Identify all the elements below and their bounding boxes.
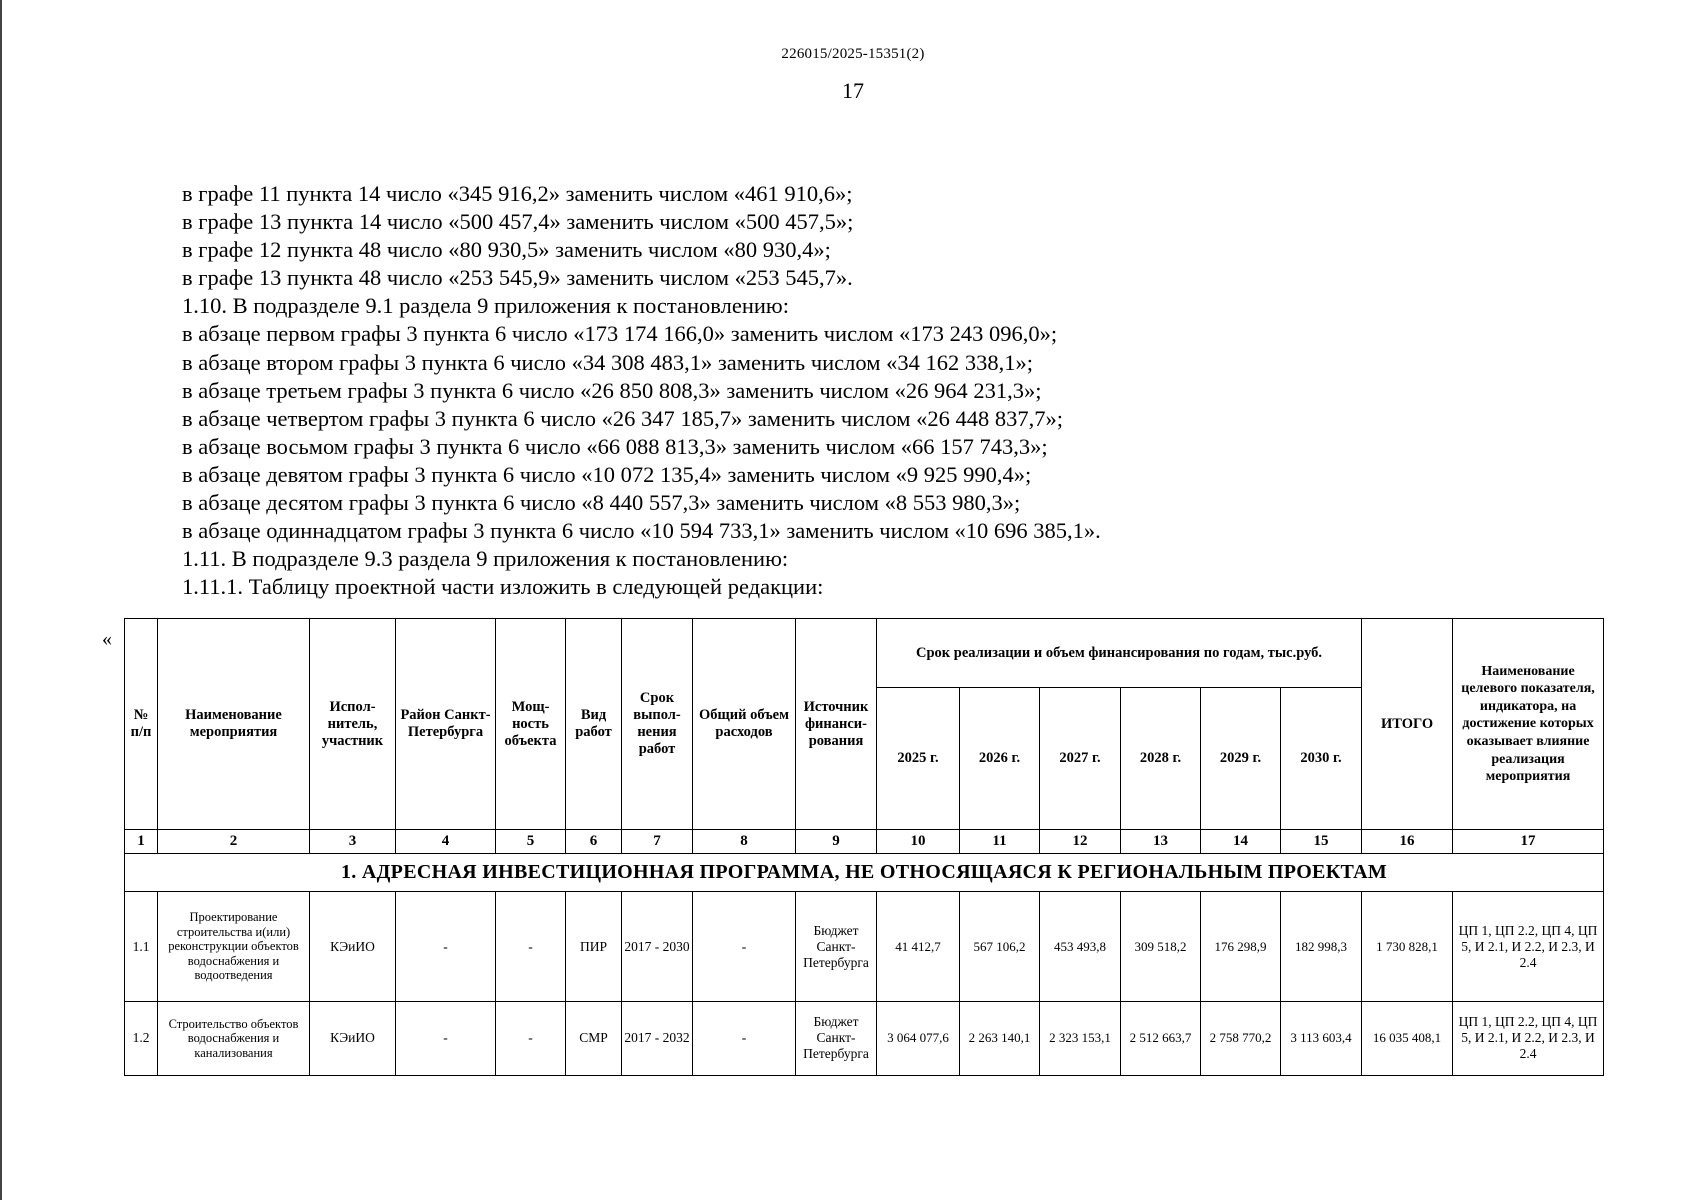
header-year: 2028 г. [1121, 688, 1201, 830]
scan-edge [0, 0, 2, 1200]
table-row [125, 892, 1604, 1001]
row-capacity: - [496, 1001, 566, 1075]
header-period-group: Срок реализации и объем финансирования по годам, тыс.руб. [877, 619, 1362, 688]
row-term: 2017 - 2030 [622, 892, 693, 1001]
row-name: Проектирование строительства и(или) реконструкции объектов водоснабжения и водоотведения [158, 892, 310, 1001]
table-header-row [125, 619, 1604, 688]
column-number: 14 [1201, 830, 1281, 854]
paragraph: 1.11.1. Таблицу проектной части изложить в следующей редакции: [182, 574, 824, 600]
row-year-value: 2 758 770,2 [1201, 1001, 1281, 1075]
column-number: 2 [158, 830, 310, 854]
column-number: 15 [1281, 830, 1362, 854]
column-number: 12 [1040, 830, 1121, 854]
paragraph: в абзаце десятом графы 3 пункта 6 число «8 440 557,3» заменить числом «8 553 980,3»; [182, 490, 1021, 516]
table-row [125, 1001, 1604, 1075]
opening-quote: « [102, 628, 112, 650]
row-total-cost: - [693, 1001, 796, 1075]
header-year: 2025 г. [877, 688, 960, 830]
column-number: 6 [566, 830, 622, 854]
row-total: 16 035 408,1 [1362, 1001, 1453, 1075]
header-year: 2029 г. [1201, 688, 1281, 830]
row-total: 1 730 828,1 [1362, 892, 1453, 1001]
row-indicator: ЦП 1, ЦП 2.2, ЦП 4, ЦП 5, И 2.1, И 2.2, И 2.3, И 2.4 [1453, 892, 1604, 1001]
paragraph: в графе 12 пункта 48 число «80 930,5» заменить числом «80 930,4»; [182, 237, 831, 263]
row-year-value: 453 493,8 [1040, 892, 1121, 1001]
column-number: 10 [877, 830, 960, 854]
paragraph: в абзаце девятом графы 3 пункта 6 число «10 072 135,4» заменить числом «9 925 990,4»; [182, 461, 1032, 487]
column-number: 8 [693, 830, 796, 854]
paragraph: в абзаце восьмом графы 3 пункта 6 число «66 088 813,3» заменить числом «66 157 743,3»; [182, 433, 1048, 459]
paragraph: в графе 13 пункта 14 число «500 457,4» заменить числом «500 457,5»; [182, 209, 854, 235]
column-number-row [125, 830, 1604, 854]
paragraph: 1.11. В подразделе 9.3 раздела 9 приложения к постановлению: [182, 546, 789, 572]
row-num: 1.1 [125, 892, 158, 1001]
row-num: 1.2 [125, 1001, 158, 1075]
paragraph: в абзаце первом графы 3 пункта 6 число «173 174 166,0» заменить числом «173 243 096,0»; [182, 321, 1058, 347]
row-work-type: ПИР [566, 892, 622, 1001]
row-year-value: 2 263 140,1 [960, 1001, 1040, 1075]
row-year-value: 309 518,2 [1121, 892, 1201, 1001]
header-indicator: Наименование целевого показателя, индикатора, на достижение которых оказывает влияние реализация мероприятия [1453, 619, 1604, 830]
row-year-value: 2 512 663,7 [1121, 1001, 1201, 1075]
paragraph: в абзаце втором графы 3 пункта 6 число «34 308 483,1» заменить числом «34 162 338,1»; [182, 349, 1033, 375]
header-name: Наименование мероприятия [158, 619, 310, 830]
row-year-value: 3 113 603,4 [1281, 1001, 1362, 1075]
row-capacity: - [496, 892, 566, 1001]
document-number: 226015/2025-15351(2) [781, 46, 925, 62]
column-number: 16 [1362, 830, 1453, 854]
header-year: 2027 г. [1040, 688, 1121, 830]
row-year-value: 182 998,3 [1281, 892, 1362, 1001]
header-source: Источник финанси-рования [796, 619, 877, 830]
row-total-cost: - [693, 892, 796, 1001]
row-work-type: СМР [566, 1001, 622, 1075]
row-year-value: 176 298,9 [1201, 892, 1281, 1001]
paragraph: в абзаце четвертом графы 3 пункта 6 число «26 347 185,7» заменить числом «26 448 837,7»; [182, 405, 1063, 431]
row-name: Строительство объектов водоснабжения и канализования [158, 1001, 310, 1075]
header-year: 2030 г. [1281, 688, 1362, 830]
section-row [125, 854, 1604, 892]
paragraph: в графе 13 пункта 48 число «253 545,9» заменить числом «253 545,7». [182, 265, 853, 291]
row-district: - [396, 1001, 496, 1075]
column-number: 17 [1453, 830, 1604, 854]
paragraph: в абзаце одиннадцатом графы 3 пункта 6 число «10 594 733,1» заменить числом «10 696 385,1». [182, 518, 1101, 544]
header-total-cost: Общий объем расходов [693, 619, 796, 830]
column-number: 3 [310, 830, 396, 854]
row-year-value: 3 064 077,6 [877, 1001, 960, 1075]
column-number: 5 [496, 830, 566, 854]
row-year-value: 41 412,7 [877, 892, 960, 1001]
header-district: Район Санкт-Петербурга [396, 619, 496, 830]
page-number: 17 [842, 78, 864, 103]
row-year-value: 2 323 153,1 [1040, 1001, 1121, 1075]
column-number: 1 [125, 830, 158, 854]
column-number: 9 [796, 830, 877, 854]
row-source: Бюджет Санкт-Петербурга [796, 892, 877, 1001]
row-term: 2017 - 2032 [622, 1001, 693, 1075]
paragraph: в абзаце третьем графы 3 пункта 6 число «26 850 808,3» заменить числом «26 964 231,3»; [182, 377, 1042, 403]
paragraph: 1.10. В подразделе 9.1 раздела 9 приложения к постановлению: [182, 293, 789, 319]
paragraph: в графе 11 пункта 14 число «345 916,2» заменить числом «461 910,6»; [182, 181, 853, 206]
column-number: 11 [960, 830, 1040, 854]
header-executor: Испол-нитель, участник [310, 619, 396, 830]
header-term: Срок выпол-нения работ [622, 619, 693, 830]
header-num: № п/п [125, 619, 158, 830]
amendment-text [182, 180, 1582, 601]
header-total: ИТОГО [1362, 619, 1453, 830]
column-number: 4 [396, 830, 496, 854]
header-capacity: Мощ-ность объекта [496, 619, 566, 830]
header-year: 2026 г. [960, 688, 1040, 830]
column-number: 7 [622, 830, 693, 854]
row-executor: КЭиИО [310, 892, 396, 1001]
row-year-value: 567 106,2 [960, 892, 1040, 1001]
column-number: 13 [1121, 830, 1201, 854]
row-indicator: ЦП 1, ЦП 2.2, ЦП 4, ЦП 5, И 2.1, И 2.2, И 2.3, И 2.4 [1453, 1001, 1604, 1075]
row-source: Бюджет Санкт-Петербурга [796, 1001, 877, 1075]
section-title: 1. АДРЕСНАЯ ИНВЕСТИЦИОННАЯ ПРОГРАММА, НЕ ОТНОСЯЩАЯСЯ К РЕГИОНАЛЬНЫМ ПРОЕКТАМ [125, 854, 1604, 892]
row-district: - [396, 892, 496, 1001]
row-executor: КЭиИО [310, 1001, 396, 1075]
project-table [124, 618, 1604, 1076]
header-work-type: Вид работ [566, 619, 622, 830]
